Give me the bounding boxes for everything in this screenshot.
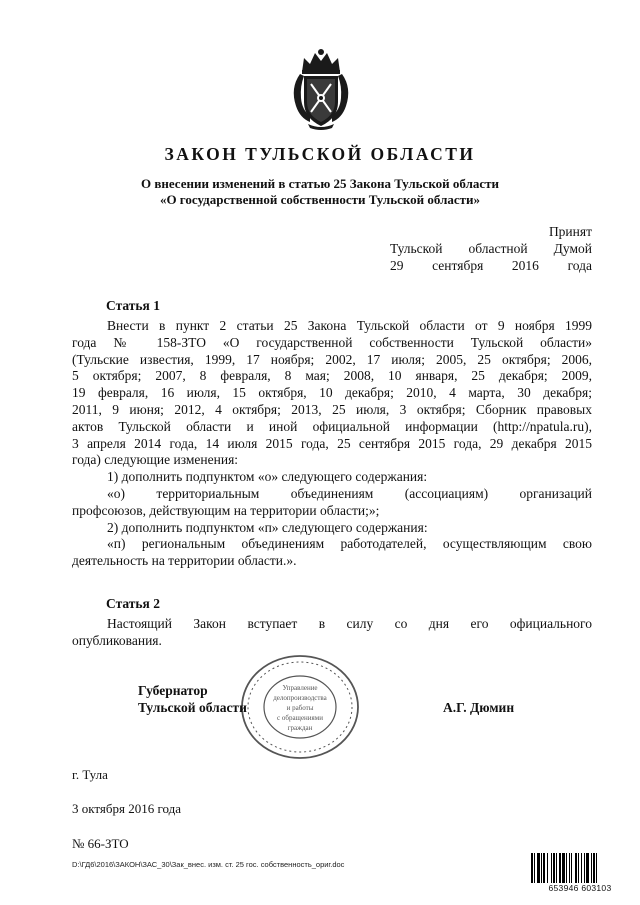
item-2-line: «п) региональным объединениям работодателей, осуществляющим свою: [107, 536, 592, 552]
barcode-bar: [553, 853, 555, 885]
article-line: года) следующие изменения:: [72, 452, 239, 468]
article-line: Настоящий Закон вступает в силу со дня его официального: [107, 616, 592, 631]
stamp-line: граждан: [287, 724, 313, 732]
barcode-bar: [584, 853, 585, 885]
signatory-name: А.Г. Дюмин: [443, 700, 515, 715]
adopted-word: Думой: [553, 241, 592, 256]
adopted-word: 2016: [511, 258, 539, 273]
barcode-bar: [556, 853, 557, 885]
barcode-bar: [566, 853, 567, 885]
barcode-number: 653946 603103: [530, 883, 630, 893]
barcode-bar: [551, 853, 552, 885]
adopted-label: Принят: [548, 224, 592, 239]
adopted-word: года: [567, 258, 592, 273]
barcode-bar: [596, 853, 597, 885]
item-1-line: профсоюзов, действующим на территории области;»;: [72, 502, 380, 518]
article-line: 2011, 9 июня; 2012, 4 октября; 2013, 25 июля, 3 октября; Сборник правовых: [72, 401, 592, 417]
barcode-bar: [562, 853, 565, 885]
article-2-body: [72, 616, 592, 650]
barcode-bar: [559, 853, 561, 885]
coat-of-arms-icon: [288, 48, 354, 130]
law-title: ЗАКОН ТУЛЬСКОЙ ОБЛАСТИ: [164, 144, 476, 164]
law-subtitle: [0, 176, 640, 208]
sign-date: 3 октября 2016 года: [72, 801, 181, 816]
article-line: 5 октября; 2007, 8 февраля, 8 мая; 2008, 10 января, 25 декабря; 2009,: [72, 368, 592, 384]
signatory-position: [138, 682, 247, 716]
item-2-head: 2) дополнить подпунктом «п» следующего содержания:: [107, 519, 428, 535]
barcode-bar: [534, 853, 535, 885]
adopted-word: областной: [468, 241, 528, 256]
barcode-bar: [541, 853, 542, 885]
barcode-bar: [575, 853, 577, 885]
adopted-word: сентября: [432, 258, 484, 273]
barcode-bar: [547, 853, 548, 885]
stamp-line: делопроизводства: [273, 694, 327, 702]
adopted-date-line: [390, 257, 592, 274]
adopted-word: 29: [390, 258, 404, 273]
position-line: Тульской области: [138, 700, 247, 715]
subtitle-line: «О государственной собственности Тульской области»: [159, 192, 481, 207]
position-line: Губернатор: [138, 683, 208, 698]
barcode-bar: [581, 853, 582, 885]
item-1-line: «о) территориальным объединениям (ассоциациям) организаций: [107, 485, 592, 501]
adopted-by-line: [390, 240, 592, 257]
barcode-bar: [593, 853, 595, 885]
round-stamp-icon: [238, 652, 362, 762]
item-1-head: 1) дополнить подпунктом «о» следующего содержания:: [107, 469, 428, 485]
barcode-bar: [543, 853, 545, 885]
barcode-bar: [591, 853, 592, 885]
article-1-heading: Статья 1: [106, 298, 160, 313]
stamp-line: Управление: [282, 684, 318, 692]
place: г. Тула: [72, 767, 108, 782]
article-line: опубликования.: [72, 632, 162, 648]
file-path: D:\ГД6\2016\ЗАКОН\ЗАС_30\Зак_внес. изм. ст. 25 гос. собственность_ориг.doc: [72, 860, 345, 869]
barcode-bar: [586, 853, 589, 885]
article-line: года № 158-ЗТО «О государственной собственности Тульской области»: [72, 334, 592, 350]
barcode-bar: [571, 853, 572, 885]
barcode-bar: [578, 853, 579, 885]
article-line: (Тульские известия, 1999, 17 ноября; 2002, 17 июля; 2005, 25 октября; 2006,: [72, 351, 592, 367]
barcode-bar: [569, 853, 570, 885]
barcode-bar: [531, 853, 533, 885]
article-2-heading: Статья 2: [106, 596, 160, 611]
article-line: актов Тульской области и иной официальной информации (http://npatula.ru),: [72, 418, 592, 434]
adopted-word: Тульской: [390, 241, 443, 256]
article-line: Внести в пункт 2 статьи 25 Закона Тульской области от 9 ноября 1999: [107, 318, 592, 333]
article-line: 3 апреля 2014 года, 14 июля 2015 года, 25 сентября 2015 года, 29 декабря 2015: [72, 435, 592, 451]
barcode-bar: [537, 853, 540, 885]
item-2-line: деятельность на территории области.».: [72, 553, 297, 569]
adoption-block: [390, 223, 592, 274]
article-1-body: [72, 318, 592, 570]
subtitle-line: О внесении изменений в статью 25 Закона Тульской области: [140, 176, 500, 191]
stamp-line: и работы: [286, 704, 314, 712]
article-line: 19 февраля, 16 июля, 15 октября, 10 декабря; 2010, 4 марта, 30 декабря;: [72, 385, 592, 401]
law-number: № 66-ЗТО: [72, 836, 129, 851]
stamp-line: с обращениями: [277, 714, 323, 722]
